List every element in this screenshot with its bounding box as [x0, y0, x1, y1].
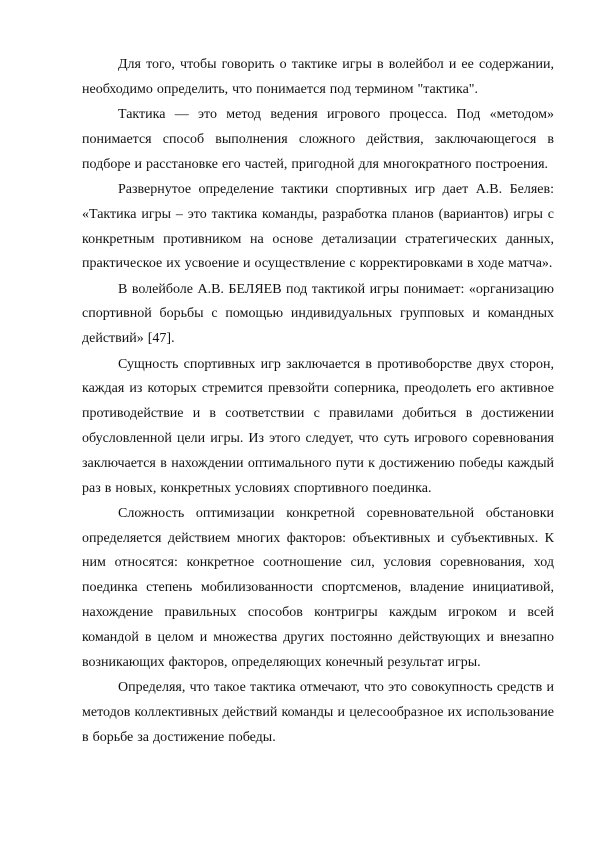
paragraph-tactic-definition: Тактика — это метод ведения игрового процесса. Под «методом» понимается способ выполнения сложного действия, заключающегося в подборе и расстановке его частей, пригодной для многократного построения.: [82, 107, 554, 172]
body-text: [82, 53, 554, 751]
paragraph-essence-of-games: Сущность спортивных игр заключается в противоборстве двух сторон, каждая из которых стремится превзойти соперника, преодолеть его активное противодействие и в соответствии с правилами добиться в достижении обусловленной цели игры. Из этого следует, что суть игрового соревнования заключается в нахождении оптимального пути к достижению победы каждый раз в новых, конкретных условиях спортивного поединка.: [82, 356, 554, 496]
paragraph-belyaev-definition: Развернутое определение тактики спортивных игр дает А.В. Беляев: «Тактика игры – это тактика команды, разработка планов (вариантов) игры с конкретным противником на основе детализации стратегических данных, практическое их усвоение и осуществление с корректировками в ходе матча».: [82, 181, 554, 272]
paragraph-volleyball-tactic: В волейболе А.В. БЕЛЯЕВ под тактикой игры понимает: «организацию спортивной борьбы с помощью индивидуальных групповых и командных действий» [47].: [82, 281, 554, 347]
paragraph-intro: Для того, чтобы говорить о тактике игры в волейбол и ее содержании, необходимо определить, что понимается под термином "тактика".: [82, 57, 554, 97]
paragraph-complexity-factors: Сложность оптимизации конкретной соревновательной обстановки определяется действием многих факторов: объективных и субъективных. К ним относятся: конкретное соотношение сил, условия соревнования, ход поединка степень мобилизованности спортсменов, владение инициативой, нахождение правильных способов контригры каждым игроком и всей командой в целом и множества других постоянно действующих и внезапно возникающих факторов, определяющих конечный результат игры.: [82, 505, 554, 670]
paragraph-tactic-summary: Определяя, что такое тактика отмечают, что это совокупность средств и методов коллективных действий команды и целесообразное их использование в борьбе за достижение победы.: [82, 679, 554, 745]
